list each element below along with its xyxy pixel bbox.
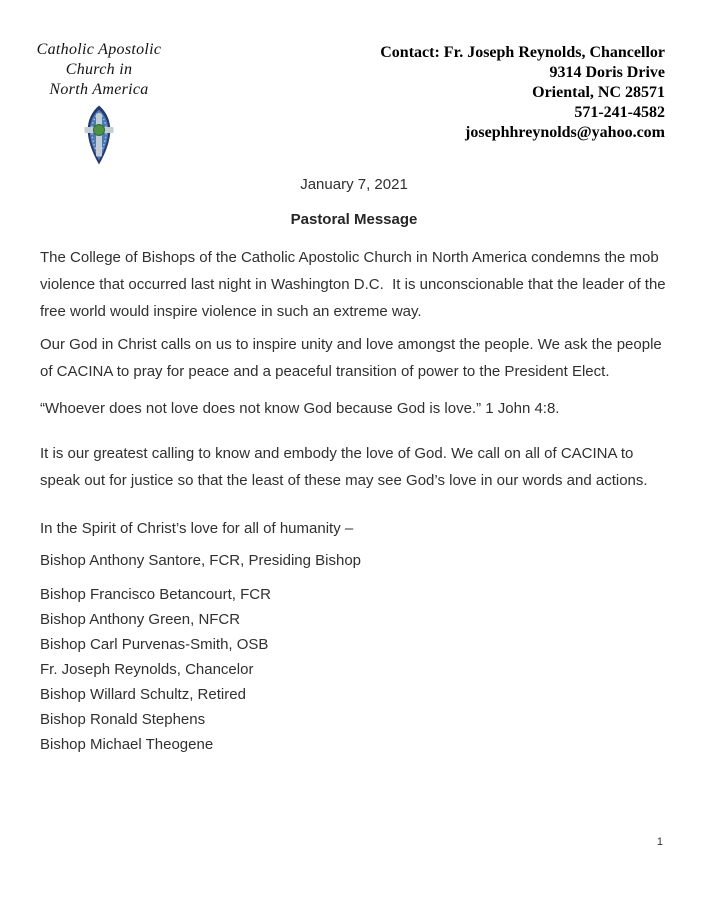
contact-line-name: Contact: Fr. Joseph Reynolds, Chancellor (380, 44, 665, 61)
page-number: 1 (656, 836, 663, 848)
org-logo (14, 40, 184, 170)
letter-date: January 7, 2021 (300, 176, 408, 193)
paragraph-calling: It is our greatest calling to know and embody the love of God. We call on all of CACINA to speak out for justice so that the least of these may see God’s love in our words and actions. (40, 445, 648, 489)
signatory: Bishop Anthony Green, NFCR (40, 611, 241, 628)
closing-line: In the Spirit of Christ’s love for all of humanity – (40, 520, 354, 537)
signatory: Bishop Carl Purvenas-Smith, OSB (40, 636, 269, 653)
crest-center-globe (94, 125, 105, 136)
contact-line-phone: 571-241-4582 (574, 104, 665, 121)
org-name-line-3: North America (49, 81, 149, 98)
paragraph-call-to-prayer: Our God in Christ calls on us to inspire unity and love amongst the people. We ask the people of CACINA to pray for peace and a peaceful transition of power to the President Elect. (40, 336, 666, 380)
signatory: Bishop Michael Theogene (40, 736, 214, 753)
signatory: Bishop Willard Schultz, Retired (40, 686, 246, 703)
org-name-line-1: Catholic Apostolic (36, 41, 162, 58)
org-name-line-2: Church in (65, 61, 133, 78)
paragraph-condemnation: The College of Bishops of the Catholic Apostolic Church in North America condemns the mob violence that occurred last night in Washington D.C. It is unconscionable that the leader of the free world would inspire violence in such an extreme way. (40, 249, 670, 320)
signatory: Bishop Francisco Betancourt, FCR (40, 586, 271, 603)
contact-block (184, 40, 665, 143)
contact-line-street: 9314 Doris Drive (549, 64, 665, 81)
contact-line-email: josephhreynolds@yahoo.com (465, 124, 665, 141)
letter-title: Pastoral Message (290, 211, 418, 228)
signatory: Fr. Joseph Reynolds, Chancelor (40, 661, 254, 678)
letter-body (40, 176, 668, 757)
contact-line-city: Oriental, NC 28571 (532, 84, 665, 101)
org-name (14, 40, 184, 100)
signatory: Bishop Ronald Stephens (40, 711, 206, 728)
signatory-list (40, 582, 668, 757)
scripture-quote: “Whoever does not love does not know God because God is love.” 1 John 4:8. (40, 400, 560, 417)
letterhead (0, 0, 708, 170)
presiding-bishop-line: Bishop Anthony Santore, FCR, Presiding Bishop (40, 552, 362, 569)
church-crest-icon (76, 105, 122, 165)
crest-wrapper (14, 105, 184, 170)
